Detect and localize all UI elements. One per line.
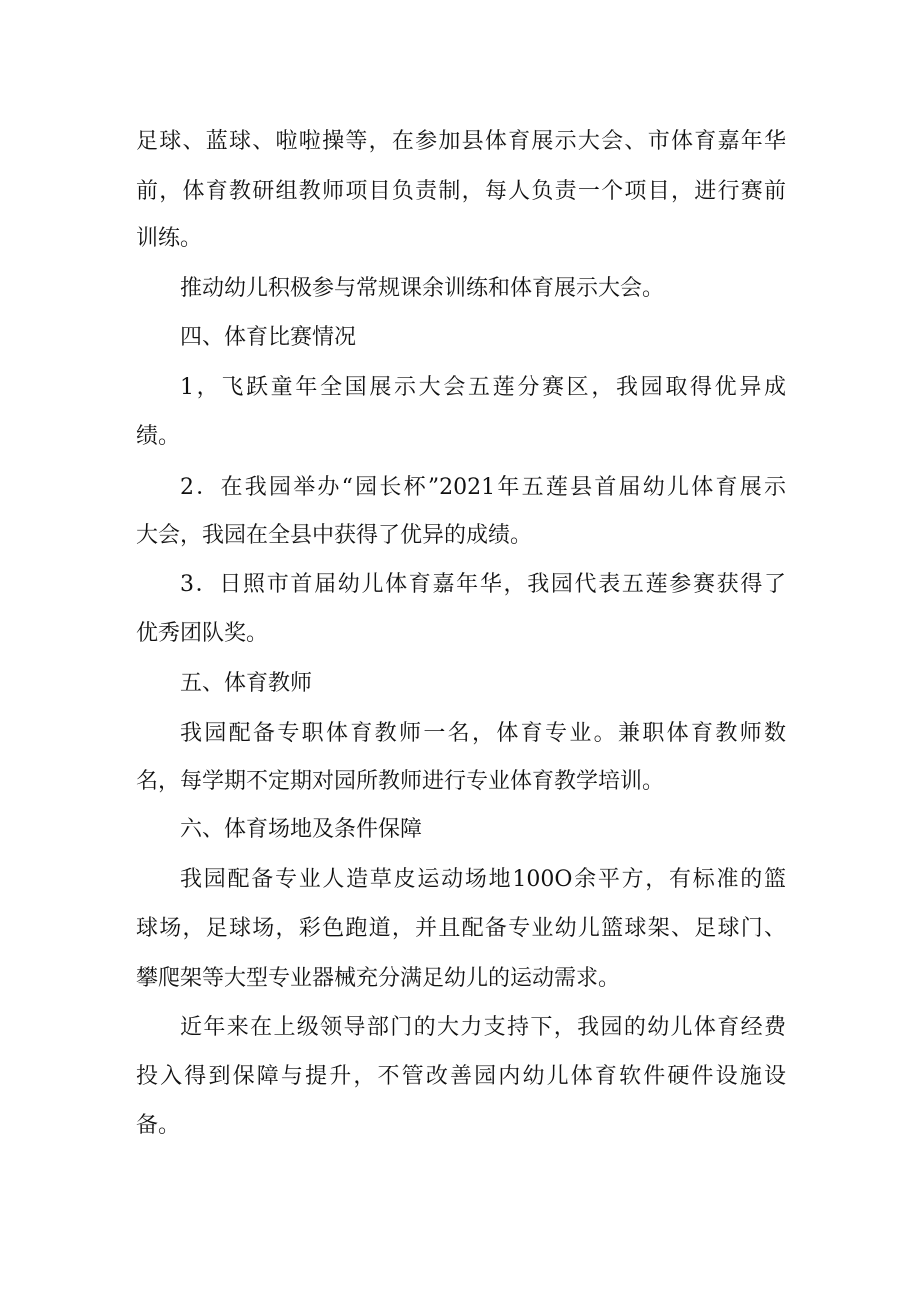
paragraph-line: 投入得到保障与提升，不管改善园内幼儿体育软件硬件设施设	[136, 1064, 786, 1089]
paragraph-line: 球场，足球场，彩色跑道，并且配备专业幼儿篮球架、足球门、	[136, 916, 786, 941]
section-heading: 四、体育比赛情况	[180, 325, 357, 350]
list-item-line: 1，飞跃童年全国展示大会五莲分赛区，我园取得优异成	[180, 375, 786, 400]
list-item-line: 大会，我园在全县中获得了优异的成绩。	[136, 523, 533, 548]
text-line: 训练。	[136, 226, 203, 251]
paragraph-line: 我园配备专业人造草皮运动场地100O余平方，有标准的篮	[180, 867, 786, 892]
paragraph-line: 近年来在上级领导部门的大力支持下，我园的幼儿体育经费	[180, 1015, 786, 1040]
paragraph-line: 备。	[136, 1113, 181, 1138]
list-item-line: 优秀团队奖。	[136, 621, 269, 646]
list-item-line: 3．日照市首届幼儿体育嘉年华，我园代表五莲参赛获得了	[180, 572, 786, 597]
section-heading: 五、体育教师	[180, 671, 313, 696]
text-line: 足球、蓝球、啦啦操等，在参加县体育展示大会、市体育嘉年华	[136, 129, 786, 154]
list-item-line: 绩。	[136, 424, 181, 449]
list-item-line: 2．在我园举办“园长杯”2021年五莲县首届幼儿体育展示	[180, 475, 786, 500]
paragraph-line: 推动幼儿积极参与常规课余训练和体育展示大会。	[180, 276, 665, 301]
paragraph-line: 攀爬架等大型专业器械充分满足幼儿的运动需求。	[136, 966, 621, 991]
paragraph-line: 我园配备专职体育教师一名，体育专业。兼职体育教师数	[180, 721, 786, 746]
paragraph-line: 名，每学期不定期对园所教师进行专业体育教学培训。	[136, 769, 665, 794]
section-heading: 六、体育场地及条件保障	[180, 817, 423, 842]
text-line: 前，体育教研组教师项目负责制，每人负责一个项目，进行赛前	[136, 179, 786, 204]
